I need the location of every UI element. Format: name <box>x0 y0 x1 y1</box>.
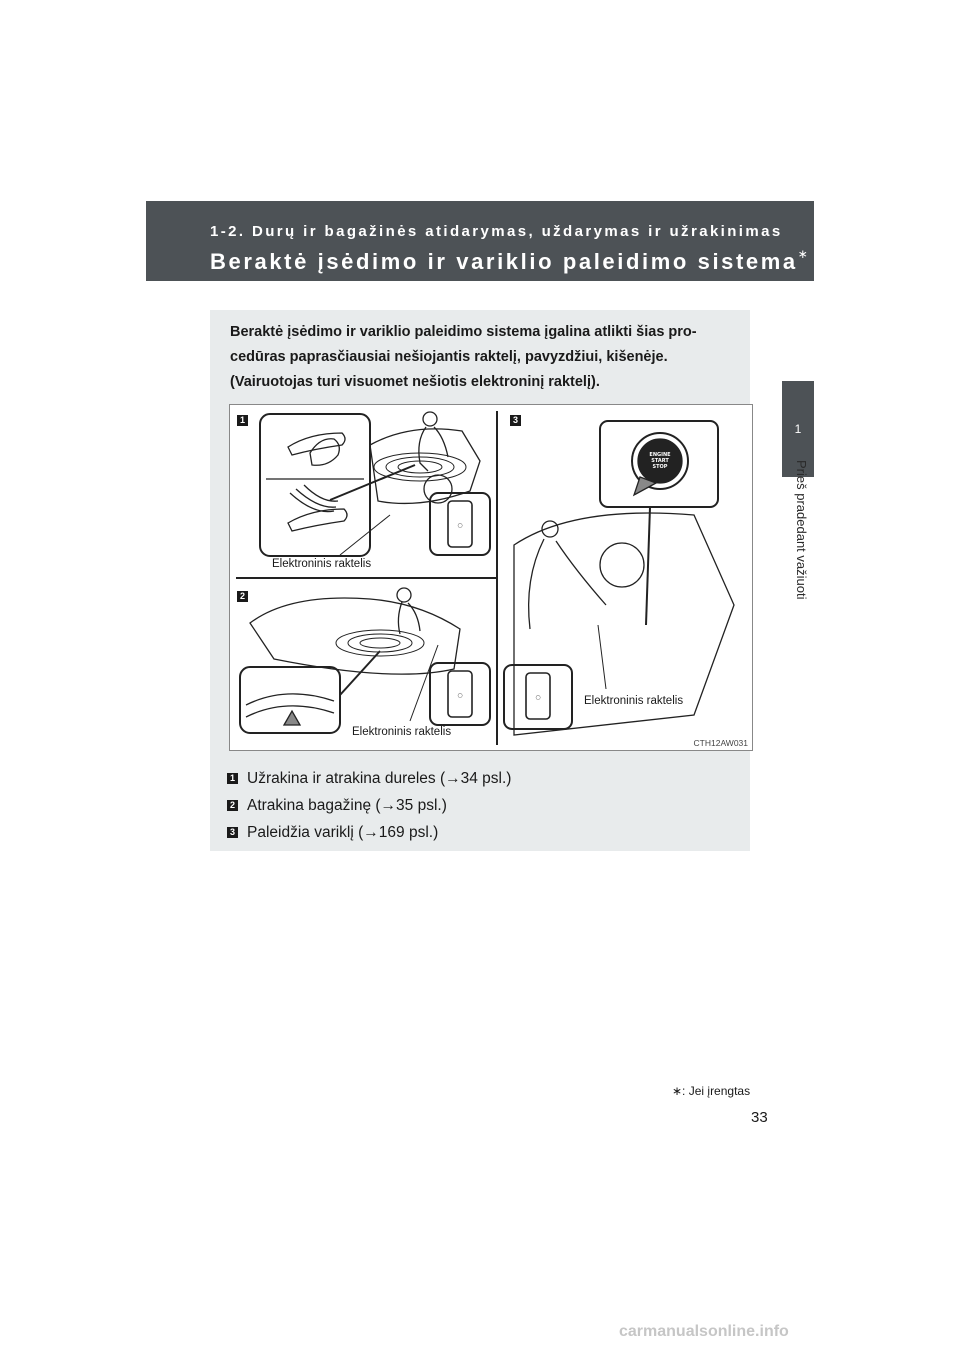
page-title <box>210 249 808 275</box>
legend-item <box>227 765 511 792</box>
legend <box>227 765 511 846</box>
chapter-tab: 1 <box>782 381 814 477</box>
legend-text: Užrakina ir atrakina dureles (→34 psl.) <box>247 769 512 787</box>
legend-number: 1 <box>227 773 238 784</box>
intro-line: cedūras paprasčiausiai nešiojantis raktelį, pavyzdžiui, kišenėje. <box>230 349 668 365</box>
intro-line: Beraktė įsėdimo ir variklio paleidimo sistema įgalina atlikti šias pro- <box>230 324 697 340</box>
button-label-engine: ENGINE <box>649 452 671 458</box>
car-rear <box>250 598 460 674</box>
legend-item <box>227 819 511 846</box>
figure-code: CTH12AW031 <box>693 738 748 748</box>
figure-marker-3: 3 <box>510 415 521 426</box>
steering-wheel <box>600 543 644 587</box>
callout-key-2: Elektroninis raktelis <box>352 726 452 738</box>
intro-line: (Vairuotojas turi visuomet nešiotis elektroninį raktelį). <box>230 374 600 390</box>
page-header <box>146 201 814 281</box>
illustration <box>229 404 753 751</box>
key-button-mark: ○ <box>457 692 463 699</box>
legend-number: 3 <box>227 827 238 838</box>
asterisk-mark: ∗ <box>797 247 808 261</box>
chapter-label: Prieš pradedant važiuoti <box>794 460 809 600</box>
legend-text: Atrakina bagažinę (→35 psl.) <box>247 796 447 814</box>
callout-key-3: Elektroninis raktelis <box>584 695 684 707</box>
figure-marker-1: 1 <box>237 415 248 426</box>
button-label-stop: STOP <box>652 464 668 470</box>
key-button-mark: ○ <box>457 522 463 529</box>
key-button-mark: ○ <box>535 694 541 701</box>
intro-text <box>230 320 730 395</box>
button-label-start: START <box>651 458 669 464</box>
footnote: ∗: Jei įrengtas <box>672 1084 751 1098</box>
legend-text: Paleidžia variklį (→169 psl.) <box>247 823 439 841</box>
content-box <box>210 310 750 851</box>
watermark: carmanualsonline.info <box>619 1323 789 1340</box>
legend-item <box>227 792 511 819</box>
person-head <box>397 588 411 602</box>
section-title: 1-2. Durų ir bagažinės atidarymas, uždarymas ir užrakinimas <box>210 223 783 240</box>
page-number: 33 <box>751 1109 768 1126</box>
door-handle-lower <box>288 509 347 531</box>
person-head <box>423 412 437 426</box>
door-handle-upper <box>288 433 345 455</box>
page-title-text: Beraktė įsėdimo ir variklio paleidimo sistema <box>210 249 798 274</box>
legend-number: 2 <box>227 800 238 811</box>
figure-marker-2: 2 <box>237 591 248 602</box>
callout-key-1: Elektroninis raktelis <box>272 558 372 570</box>
